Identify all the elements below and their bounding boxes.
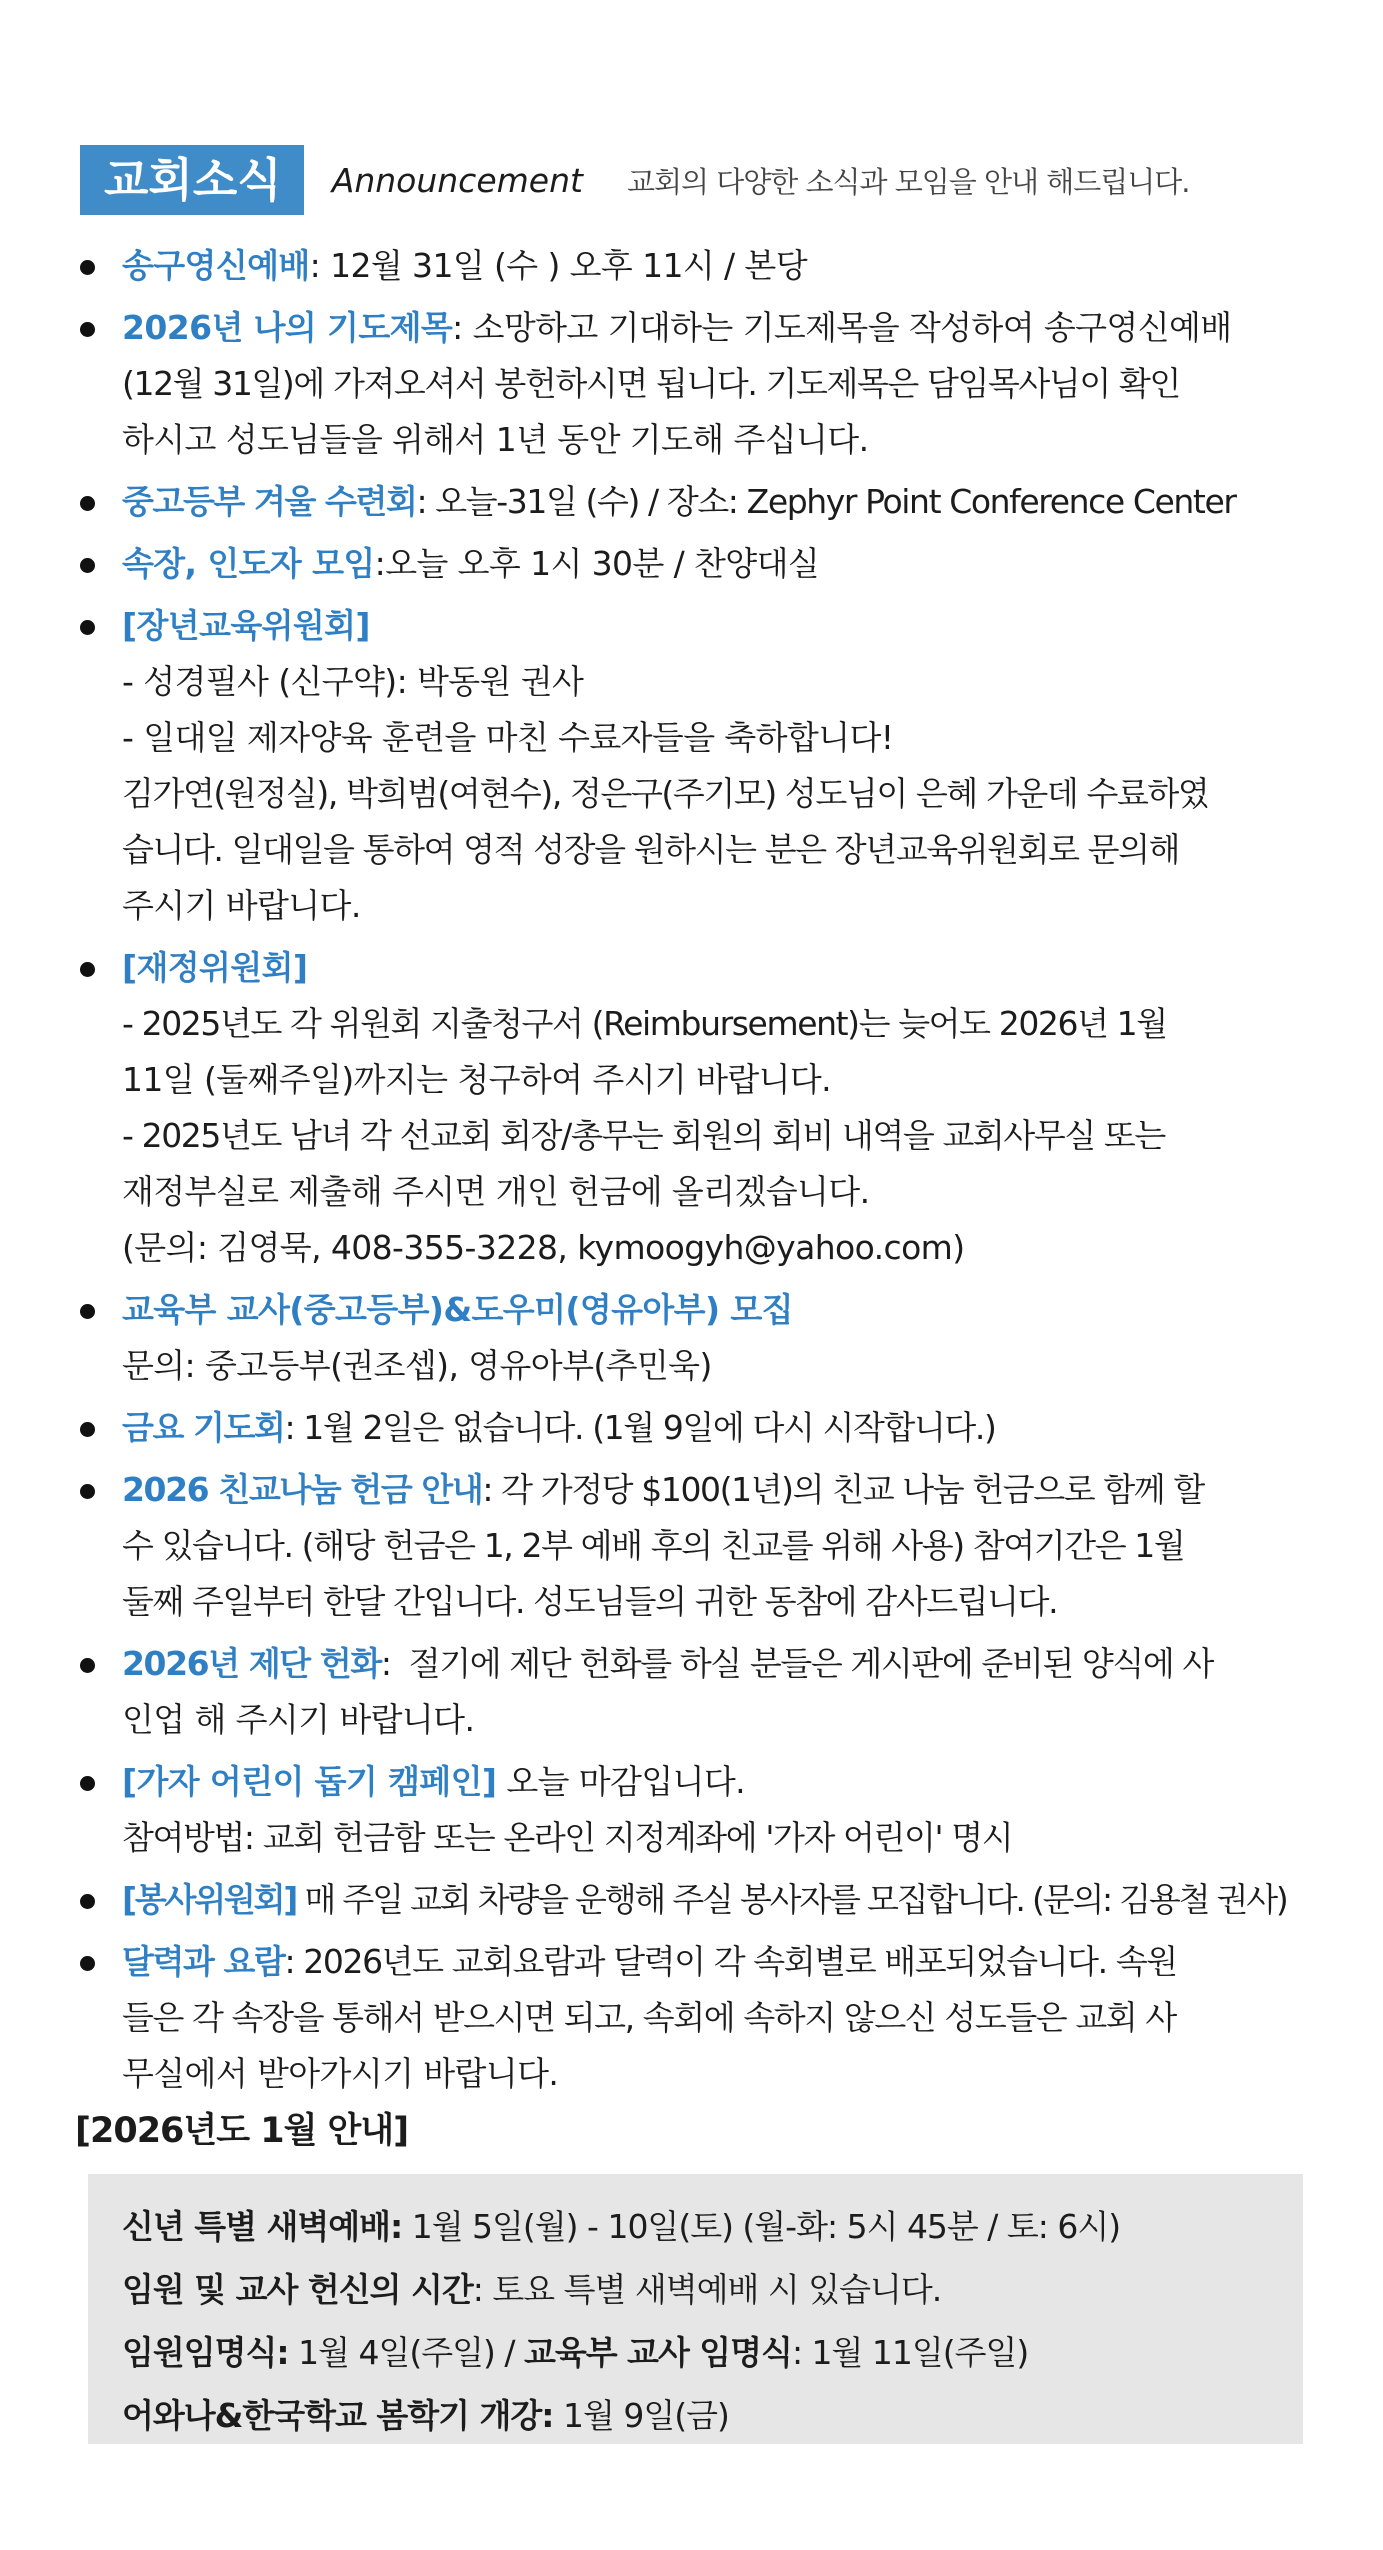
announcement-label: 금요 기도회 — [122, 1408, 285, 1447]
announcement-text: 각 가정당 $100(1년)의 친교 나눔 헌금으로 함께 할 — [501, 1470, 1204, 1509]
announcement-text: 둘째 주일부터 한달 간입니다. 성도님들의 귀한 동참에 감사드립니다. — [122, 1582, 1058, 1621]
announcement-item — [72, 1872, 1342, 1928]
january-heading: [2026년도 1월 안내] — [75, 2111, 409, 2151]
section-title-en: Announcement — [331, 160, 583, 200]
bullet-icon — [80, 1484, 95, 1499]
bullet-icon — [80, 1658, 95, 1673]
announcement-label: [재정위원회] — [122, 948, 308, 987]
announcement-text: 무실에서 받아가시기 바랍니다. — [122, 2054, 559, 2093]
announcement-text: 들은 각 속장을 통해서 받으시면 되고, 속회에 속하지 않으신 성도들은 교회 사 — [122, 1998, 1176, 2037]
january-row-text: : 토요 특별 새벽예배 시 있습니다. — [472, 2270, 942, 2309]
announcement-text: - 성경필사 (신구약): 박동원 권사 — [122, 662, 584, 701]
january-row-label: 교육부 교사 임명식 — [523, 2333, 792, 2372]
announcement-text: 매 주일 교회 차량을 운행해 주실 봉사자를 모집합니다. (문의: 김용철 권사) — [304, 1880, 1287, 1919]
announcement-text: (문의: 김영묵, 408-355-3228, kymoogyh@yahoo.com) — [122, 1228, 965, 1267]
announcement-text: 2026년도 교회요람과 달력이 각 속회별로 배포되었습니다. 속원 — [303, 1942, 1177, 1981]
january-row — [122, 2258, 1303, 2321]
announcement-text: 오늘 오후 1시 30분 / 찬양대실 — [385, 544, 820, 583]
announcement-label: [가자 어린이 돕기 캠페인] — [122, 1762, 497, 1801]
announcement-item — [72, 1754, 1342, 1866]
bullet-icon — [80, 558, 95, 573]
announcement-item: 송구영신예배: 12월 31일 (수 ) 오후 11시 / 본당 — [72, 238, 1342, 294]
january-row-text: 1월 9일(금) — [553, 2396, 729, 2435]
january-row — [122, 2195, 1303, 2258]
announcement-list — [72, 238, 1342, 2108]
january-row-label: 신년 특별 새벽예배: — [122, 2207, 403, 2246]
announcement-text: 재정부실로 제출해 주시면 개인 헌금에 올리겠습니다. — [122, 1172, 870, 1211]
january-row-text: 1월 5일(월) - 10일(토) (월-화: 5시 45분 / 토: 6시) — [402, 2207, 1121, 2246]
january-row-text: 1월 4일(주일) / — [288, 2333, 524, 2372]
section-title: 교회소식 — [80, 145, 304, 215]
announcement-item: 2026년 나의 기도제목: 소망하고 기대하는 기도제목을 작성하여 송구영신예배 (12월 31일)에 가져오셔서 봉헌하시면 됩니다. 기도제목은 담임목사님이 확인 하시고 성도님들을 위해서 1년 동안 기도해 주십니다. — [72, 300, 1342, 468]
section-header — [80, 145, 1190, 215]
january-row — [122, 2384, 1303, 2447]
announcement-text: (12월 31일)에 가져오셔서 봉헌하시면 됩니다. 기도제목은 담임목사님이 확인 — [122, 364, 1180, 403]
announcement-item — [72, 598, 1342, 934]
january-notice-box — [88, 2174, 1303, 2444]
announcement-text: 습니다. 일대일을 통하여 영적 성장을 원하시는 분은 장년교육위원회로 문의해 — [122, 830, 1180, 869]
announcement-item: 금요 기도회: 1월 2일은 없습니다. (1월 9일에 다시 시작합니다.) — [72, 1400, 1342, 1456]
announcement-label: 달력과 요람 — [122, 1942, 285, 1981]
bullet-icon — [80, 1304, 95, 1319]
announcement-text: 절기에 제단 헌화를 하실 분들은 게시판에 준비된 양식에 사 — [408, 1644, 1213, 1683]
announcement-label: 2026년 나의 기도제목 — [122, 308, 453, 347]
announcement-text: 소망하고 기대하는 기도제목을 작성하여 송구영신예배 — [472, 308, 1232, 347]
bullet-icon — [80, 962, 95, 977]
announcement-label: 2026년 제단 헌화 — [122, 1644, 381, 1683]
bullet-icon — [80, 620, 95, 635]
bullet-icon — [80, 1894, 95, 1909]
announcement-text: 11일 (둘째주일)까지는 청구하여 주시기 바랍니다. — [122, 1060, 832, 1099]
january-row-text: : 1월 11일(주일) — [791, 2333, 1029, 2372]
bullet-icon — [80, 496, 95, 511]
bullet-icon — [80, 260, 95, 275]
bullet-icon — [80, 1956, 95, 1971]
january-row — [122, 2321, 1303, 2384]
announcement-text: 하시고 성도님들을 위해서 1년 동안 기도해 주십니다. — [122, 420, 869, 459]
announcement-item: 2026 친교나눔 헌금 안내: 각 가정당 $100(1년)의 친교 나눔 헌금으로 함께 할 수 있습니다. (해당 헌금은 1, 2부 예배 후의 친교를 위해 사용) 참여기간은 1월 둘째 주일부터 한달 간입니다. 성도님들의 귀한 동참에 감사드립니다. — [72, 1462, 1342, 1630]
announcement-item: 중고등부 겨울 수련회: 오늘-31일 (수) / 장소: Zephyr Point Conference Center — [72, 474, 1342, 530]
announcement-text: - 일대일 제자양육 훈련을 마친 수료자들을 축하합니다! — [122, 718, 894, 757]
announcement-text: 참여방법: 교회 헌금함 또는 온라인 지정계좌에 '가자 어린이' 명시 — [122, 1818, 1013, 1857]
announcement-label: 중고등부 겨울 수련회 — [122, 482, 417, 521]
announcement-text: 1월 2일은 없습니다. (1월 9일에 다시 시작합니다.) — [303, 1408, 996, 1447]
bullet-icon — [80, 1422, 95, 1437]
announcement-text: 오늘 마감입니다. — [506, 1762, 746, 1801]
announcement-label: 교육부 교사(중고등부)&도우미(영유아부) 모집 — [122, 1290, 793, 1329]
announcement-text: 수 있습니다. (해당 헌금은 1, 2부 예배 후의 친교를 위해 사용) 참여기간은 1월 — [122, 1526, 1185, 1565]
january-row-label: 임원임명식: — [122, 2333, 289, 2372]
announcement-text: 오늘-31일 (수) / 장소: Zephyr Point Conference Center — [435, 482, 1236, 521]
announcement-text: 김가연(원정실), 박희범(여현수), 정은구(주기모) 성도님이 은혜 가운데 수료하였 — [122, 774, 1209, 813]
announcement-text: - 2025년도 각 위원회 지출청구서 (Reimbursement)는 늦어도 2026년 1월 — [122, 1004, 1167, 1043]
announcement-label: 2026 친교나눔 헌금 안내 — [122, 1470, 483, 1509]
section-description: 교회의 다양한 소식과 모임을 안내 해드립니다. — [626, 164, 1190, 199]
announcement-text: 12월 31일 (수 ) 오후 11시 / 본당 — [330, 246, 807, 285]
announcement-label: [장년교육위원회] — [122, 606, 370, 645]
bullet-icon — [80, 1776, 95, 1791]
announcement-item: 2026년 제단 헌화: 절기에 제단 헌화를 하실 분들은 게시판에 준비된 양식에 사 인업 해 주시기 바랍니다. — [72, 1636, 1342, 1748]
announcement-label: 송구영신예배 — [122, 246, 310, 285]
announcement-item: 달력과 요람: 2026년도 교회요람과 달력이 각 속회별로 배포되었습니다. 속원 들은 각 속장을 통해서 받으시면 되고, 속회에 속하지 않으신 성도들은 교회 사 무실에서 받아가시기 바랍니다. — [72, 1934, 1342, 2102]
january-row-label: 어와나&한국학교 봄학기 개강: — [122, 2396, 554, 2435]
january-row-label: 임원 및 교사 헌신의 시간 — [122, 2270, 473, 2309]
announcement-text: 인업 해 주시기 바랍니다. — [122, 1700, 475, 1739]
announcement-text: 주시기 바랍니다. — [122, 886, 361, 925]
announcement-text: 문의: 중고등부(권조셉), 영유아부(추민욱) — [122, 1346, 712, 1385]
bullet-icon — [80, 322, 95, 337]
announcement-text: - 2025년도 남녀 각 선교회 회장/총무는 회원의 회비 내역을 교회사무실 또는 — [122, 1116, 1165, 1155]
announcement-item — [72, 1282, 1342, 1394]
announcement-item: 속장, 인도자 모임:오늘 오후 1시 30분 / 찬양대실 — [72, 536, 1342, 592]
announcement-label: 속장, 인도자 모임 — [122, 544, 375, 583]
announcement-label: [봉사위원회] — [122, 1880, 297, 1919]
announcement-item — [72, 940, 1342, 1276]
